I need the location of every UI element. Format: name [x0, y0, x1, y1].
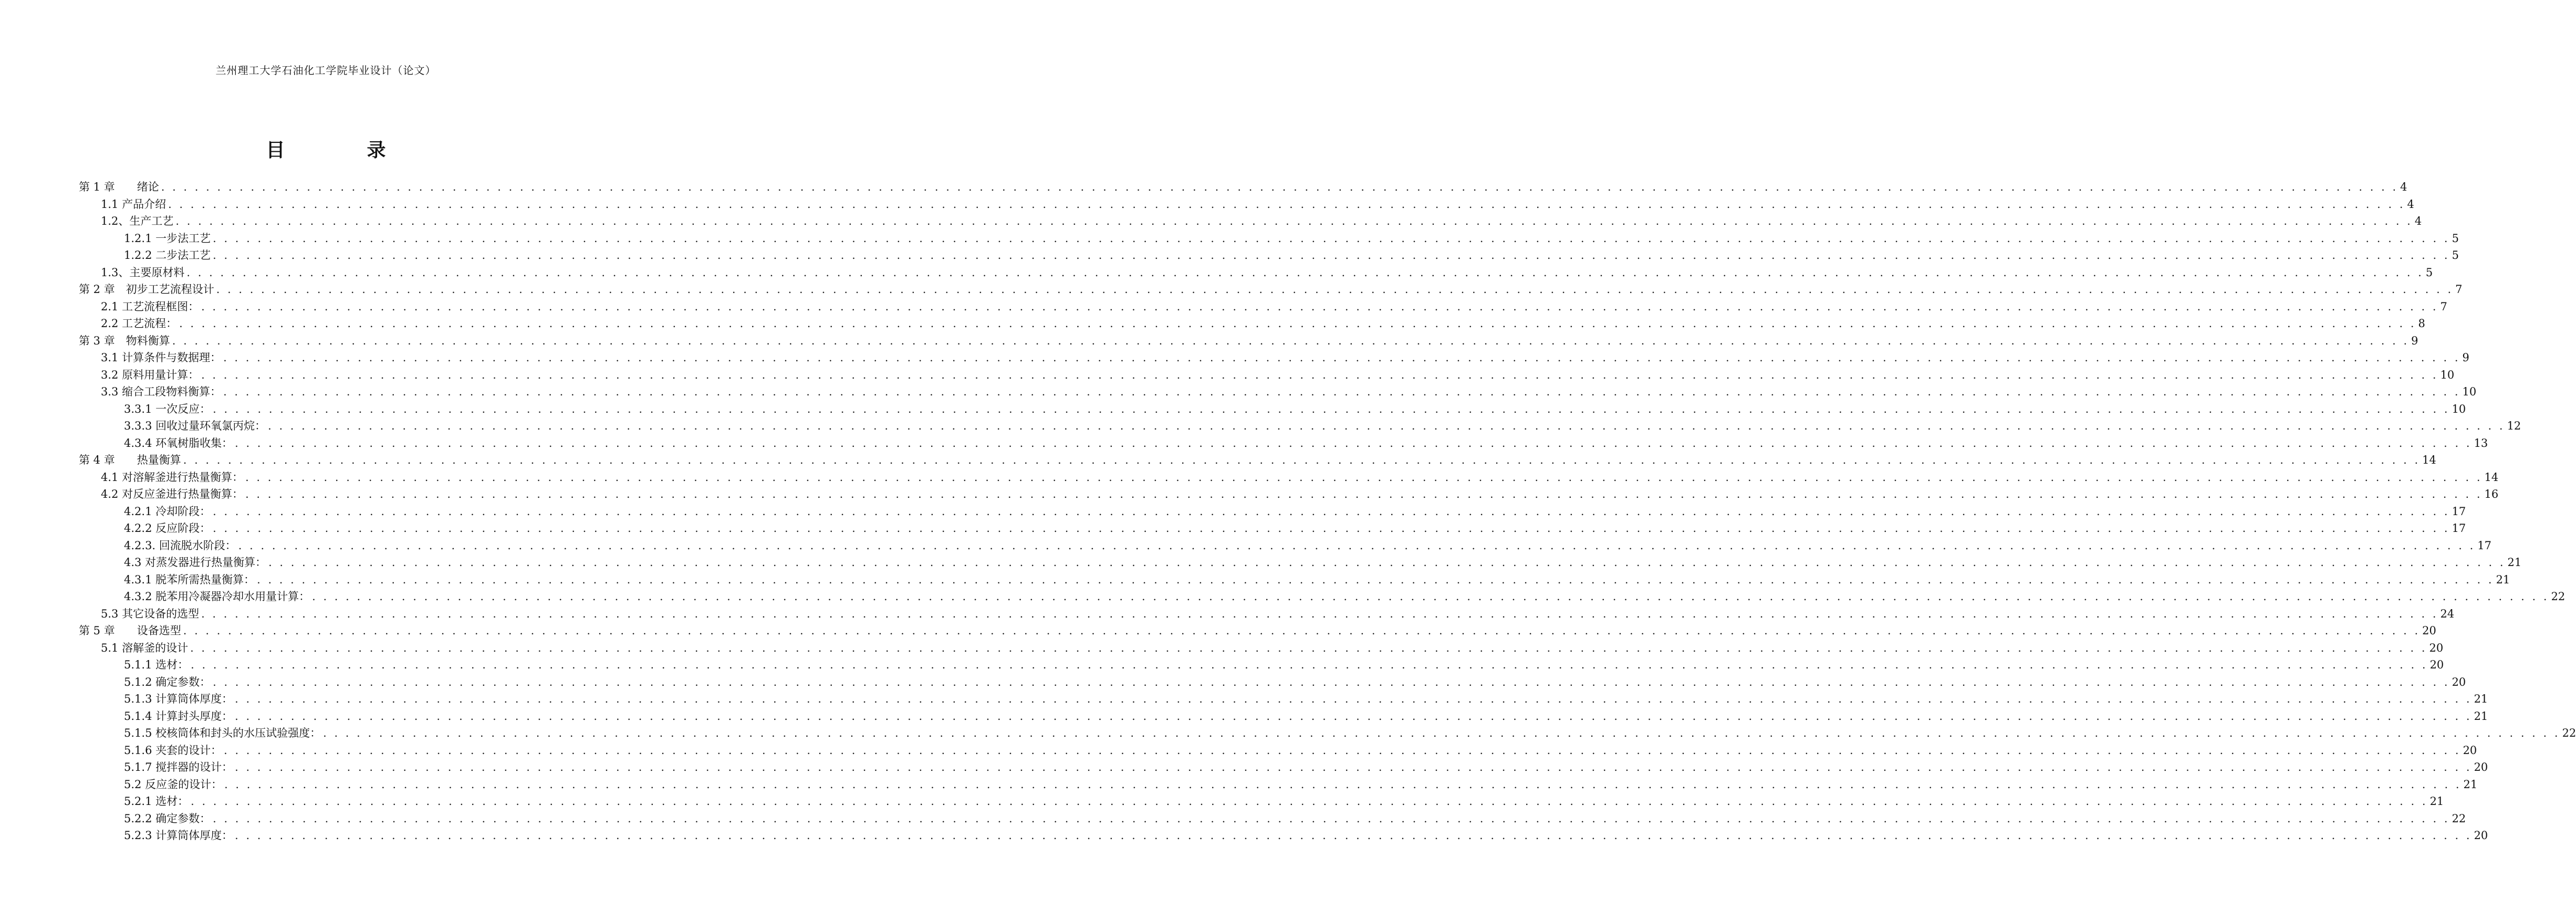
toc-entry[interactable] [101, 213, 2422, 229]
dot-leader: . . . . . . . . . . . . . . . . . . . . . . . . . . . . . . . . . . . . . . . . . . . . . . . . . . . . . . . . . . . . . . . . . . . . . . . . . . . . . . . . . . . . . . . . . . . . . . . . . . . . . . . . . . . . . . . . . . . . . . . . . . . . . . . . . . . . . . . . . . . . . . . . . . . . . . . . . . . . . . . . . . . . . . . . . . . . . . . . . . . . . . . . . . . . . . . . . . . . . . . . [257, 573, 2494, 586]
toc-entry-title: 5.1.7 搅拌器的设计： [124, 761, 233, 773]
toc-entry-page-number: 5 [2452, 249, 2459, 261]
dot-leader: . . . . . . . . . . . . . . . . . . . . . . . . . . . . . . . . . . . . . . . . . . . . . . . . . . . . . . . . . . . . . . . . . . . . . . . . . . . . . . . . . . . . . . . . . . . . . . . . . . . . . . . . . . . . . . . . . . . . . . . . . . . . . . . . . . . . . . . . . . . . . . . . . . . . . . . . . . . . . . . . . . . . . . . . . . . . . . . . . . . . . . . . . . . . . . . . . . . . . . . . [238, 539, 2476, 552]
dot-leader: . . . . . . . . . . . . . . . . . . . . . . . . . . . . . . . . . . . . . . . . . . . . . . . . . . . . . . . . . . . . . . . . . . . . . . . . . . . . . . . . . . . . . . . . . . . . . . . . . . . . . . . . . . . . . . . . . . . . . . . . . . . . . . . . . . . . . . . . . . . . . . . . . . . . . . . . . . . . . . . . . . . . . . . . . . . . . . . . . . . . . . . . . . . . . . . . . . . . . . . . [268, 556, 2506, 569]
toc-entry[interactable] [124, 520, 2466, 537]
dot-leader: . . . . . . . . . . . . . . . . . . . . . . . . . . . . . . . . . . . . . . . . . . . . . . . . . . . . . . . . . . . . . . . . . . . . . . . . . . . . . . . . . . . . . . . . . . . . . . . . . . . . . . . . . . . . . . . . . . . . . . . . . . . . . . . . . . . . . . . . . . . . . . . . . . . . . . . . . . . . . . . . . . . . . . . . . . . . . . . . . . . . . . . . . . . . . . . . . . . . . . . . [179, 317, 2416, 330]
toc-entry-page-number: 8 [2418, 317, 2425, 330]
toc-entry[interactable] [124, 554, 2522, 571]
toc-entry[interactable] [124, 571, 2510, 588]
toc-entry-page-number: 7 [2440, 300, 2447, 313]
toc-entry-page-number: 12 [2507, 420, 2521, 432]
page-title: 目 录 [266, 139, 418, 161]
toc-entry-page-number: 10 [2440, 368, 2455, 381]
dot-leader: . . . . . . . . . . . . . . . . . . . . . . . . . . . . . . . . . . . . . . . . . . . . . . . . . . . . . . . . . . . . . . . . . . . . . . . . . . . . . . . . . . . . . . . . . . . . . . . . . . . . . . . . . . . . . . . . . . . . . . . . . . . . . . . . . . . . . . . . . . . . . . . . . . . . . . . . . . . . . . . . . . . . . . . . . . . . . . . . . . . . . . . . . . . . . . . . . . . . . . . . [235, 436, 2472, 449]
toc-entry-page-number: 4 [2400, 181, 2407, 193]
toc-entry[interactable] [124, 810, 2466, 827]
toc-entry-title: 4.2.1 冷却阶段： [124, 505, 211, 518]
toc-entry-title: 5.2 反应釜的设计： [124, 778, 223, 791]
toc-entry[interactable] [101, 367, 2455, 383]
dot-leader: . . . . . . . . . . . . . . . . . . . . . . . . . . . . . . . . . . . . . . . . . . . . . . . . . . . . . . . . . . . . . . . . . . . . . . . . . . . . . . . . . . . . . . . . . . . . . . . . . . . . . . . . . . . . . . . . . . . . . . . . . . . . . . . . . . . . . . . . . . . . . . . . . . . . . . . . . . . . . . . . . . . . . . . . . . . . . . . . . . . . . . . . . . . . . . . . . . . . . . . . [201, 607, 2438, 620]
toc-entry-title: 3.2 原料用量计算： [101, 368, 200, 381]
toc-entry-page-number: 20 [2474, 761, 2488, 773]
dot-leader: . . . . . . . . . . . . . . . . . . . . . . . . . . . . . . . . . . . . . . . . . . . . . . . . . . . . . . . . . . . . . . . . . . . . . . . . . . . . . . . . . . . . . . . . . . . . . . . . . . . . . . . . . . . . . . . . . . . . . . . . . . . . . . . . . . . . . . . . . . . . . . . . . . . . . . . . . . . . . . . . . . . . . . . . . . . . . . . . . . . . . . . . . . . . . . . . . . . . . . . . [175, 215, 2413, 227]
toc-entry-page-number: 14 [2484, 470, 2499, 484]
toc-entry[interactable] [124, 793, 2444, 810]
toc-entry-page-number: 21 [2474, 693, 2488, 705]
dot-leader: . . . . . . . . . . . . . . . . . . . . . . . . . . . . . . . . . . . . . . . . . . . . . . . . . . . . . . . . . . . . . . . . . . . . . . . . . . . . . . . . . . . . . . . . . . . . . . . . . . . . . . . . . . . . . . . . . . . . . . . . . . . . . . . . . . . . . . . . . . . . . . . . . . . . . . . . . . . . . . . . . . . . . . . . . . . . . . . . . . . . . . . . . . . . . . . . . . . . . . . . [168, 197, 2405, 211]
toc-entry[interactable] [124, 725, 2576, 741]
dot-leader: . . . . . . . . . . . . . . . . . . . . . . . . . . . . . . . . . . . . . . . . . . . . . . . . . . . . . . . . . . . . . . . . . . . . . . . . . . . . . . . . . . . . . . . . . . . . . . . . . . . . . . . . . . . . . . . . . . . . . . . . . . . . . . . . . . . . . . . . . . . . . . . . . . . . . . . . . . . . . . . . . . . . . . . . . . . . . . . . . . . . . . . . . . . . . . . . . . . . . . . . [245, 488, 2483, 500]
toc-entry[interactable] [101, 264, 2433, 281]
dot-leader: . . . . . . . . . . . . . . . . . . . . . . . . . . . . . . . . . . . . . . . . . . . . . . . . . . . . . . . . . . . . . . . . . . . . . . . . . . . . . . . . . . . . . . . . . . . . . . . . . . . . . . . . . . . . . . . . . . . . . . . . . . . . . . . . . . . . . . . . . . . . . . . . . . . . . . . . . . . . . . . . . . . . . . . . . . . . . . . . . . . . . . . . . . . . . . . . . . . . . . . . [201, 300, 2438, 313]
toc-entry-page-number: 17 [2452, 522, 2466, 535]
dot-leader: . . . . . . . . . . . . . . . . . . . . . . . . . . . . . . . . . . . . . . . . . . . . . . . . . . . . . . . . . . . . . . . . . . . . . . . . . . . . . . . . . . . . . . . . . . . . . . . . . . . . . . . . . . . . . . . . . . . . . . . . . . . . . . . . . . . . . . . . . . . . . . . . . . . . . . . . . . . . . . . . . . . . . . . . . . . . . . . . . . . . . . . . . . . . . . . . . . . . . . . . [213, 232, 2450, 245]
toc-entry-page-number: 21 [2474, 709, 2488, 723]
toc-entry[interactable] [79, 332, 2418, 349]
toc-entry[interactable] [124, 690, 2488, 707]
toc-entry-title: 1.2.1 一步法工艺 [124, 232, 211, 245]
toc-entry-title: 5.3 其它设备的选型 [101, 607, 200, 620]
toc-entry-title: 4.3 对蒸发器进行热量衡算： [124, 556, 267, 569]
toc-entry-title: 4.3.1 脱苯所需热量衡算： [124, 573, 255, 586]
toc-entry-page-number: 20 [2422, 624, 2436, 637]
dot-leader: . . . . . . . . . . . . . . . . . . . . . . . . . . . . . . . . . . . . . . . . . . . . . . . . . . . . . . . . . . . . . . . . . . . . . . . . . . . . . . . . . . . . . . . . . . . . . . . . . . . . . . . . . . . . . . . . . . . . . . . . . . . . . . . . . . . . . . . . . . . . . . . . . . . . . . . . . . . . . . . . . . . . . . . . . . . . . . . . . . . . . . . . . . . . . . . . . . . . . . . . [213, 505, 2450, 518]
toc-entry-page-number: 10 [2462, 385, 2477, 398]
toc-entry[interactable] [101, 605, 2455, 622]
toc-entry-page-number: 4 [2414, 215, 2422, 227]
toc-entry-title: 5.1.5 校核筒体和封头的水压试验强度： [124, 727, 321, 739]
toc-entry[interactable] [79, 281, 2463, 298]
toc-entry-page-number: 10 [2452, 402, 2466, 415]
toc-entry-title: 5.2.1 选材： [124, 795, 189, 808]
toc-entry-page-number: 21 [2463, 778, 2478, 791]
toc-entry-page-number: 5 [2452, 232, 2459, 245]
toc-entry-page-number: 22 [2562, 727, 2576, 739]
toc-entry-title: 3.3 缩合工段物料衡算： [101, 385, 222, 398]
toc-entry[interactable] [101, 486, 2499, 503]
toc-entry[interactable] [124, 401, 2466, 417]
toc-entry[interactable] [124, 656, 2444, 673]
toc-entry-page-number: 5 [2425, 266, 2433, 279]
toc-entry[interactable] [79, 179, 2407, 195]
toc-entry-page-number: 21 [2429, 795, 2444, 808]
dot-leader: . . . . . . . . . . . . . . . . . . . . . . . . . . . . . . . . . . . . . . . . . . . . . . . . . . . . . . . . . . . . . . . . . . . . . . . . . . . . . . . . . . . . . . . . . . . . . . . . . . . . . . . . . . . . . . . . . . . . . . . . . . . . . . . . . . . . . . . . . . . . . . . . . . . . . . . . . . . . . . . . . . . . . . . . . . . . . . . . . . . . . . . . . . . . . . . . . . . . . . . . [224, 744, 2461, 757]
dot-leader: . . . . . . . . . . . . . . . . . . . . . . . . . . . . . . . . . . . . . . . . . . . . . . . . . . . . . . . . . . . . . . . . . . . . . . . . . . . . . . . . . . . . . . . . . . . . . . . . . . . . . . . . . . . . . . . . . . . . . . . . . . . . . . . . . . . . . . . . . . . . . . . . . . . . . . . . . . . . . . . . . . . . . . . . . . . . . . . . . . . . . . . . . . . . . . . . . . . . . . . . [245, 470, 2483, 484]
toc-entry-title: 5.1 溶解釜的设计 [101, 641, 189, 654]
toc-entry[interactable] [124, 537, 2491, 554]
dot-leader: . . . . . . . . . . . . . . . . . . . . . . . . . . . . . . . . . . . . . . . . . . . . . . . . . . . . . . . . . . . . . . . . . . . . . . . . . . . . . . . . . . . . . . . . . . . . . . . . . . . . . . . . . . . . . . . . . . . . . . . . . . . . . . . . . . . . . . . . . . . . . . . . . . . . . . . . . . . . . . . . . . . . . . . . . . . . . . . . . . . . . . . . . . . . . . . . . . . . . . . . [235, 709, 2472, 723]
running-header: 兰州理工大学石油化工学院毕业设计（论文） [215, 64, 436, 77]
toc-entry-title: 4.2 对反应釜进行热量衡算： [101, 488, 244, 500]
toc-entry-page-number: 21 [2507, 556, 2522, 569]
toc-entry-title: 4.3.2 脱苯用冷凝器冷却水用量计算： [124, 590, 310, 603]
toc-entry-title: 3.3.1 一次反应： [124, 402, 211, 415]
toc-entry-title: 2.1 工艺流程框图： [101, 300, 200, 313]
toc-entry-page-number: 20 [2474, 829, 2488, 842]
toc-entry-title: 4.2.3. 回流脱水阶段： [124, 539, 236, 552]
dot-leader: . . . . . . . . . . . . . . . . . . . . . . . . . . . . . . . . . . . . . . . . . . . . . . . . . . . . . . . . . . . . . . . . . . . . . . . . . . . . . . . . . . . . . . . . . . . . . . . . . . . . . . . . . . . . . . . . . . . . . . . . . . . . . . . . . . . . . . . . . . . . . . . . . . . . . . . . . . . . . . . . . . . . . . . . . . . . . . . . . . . . . . . . . . . . . . . . . . . . . . . . [213, 675, 2450, 688]
toc-entry[interactable] [124, 435, 2488, 452]
toc-entry-page-number: 9 [2462, 351, 2469, 364]
dot-leader: . . . . . . . . . . . . . . . . . . . . . . . . . . . . . . . . . . . . . . . . . . . . . . . . . . . . . . . . . . . . . . . . . . . . . . . . . . . . . . . . . . . . . . . . . . . . . . . . . . . . . . . . . . . . . . . . . . . . . . . . . . . . . . . . . . . . . . . . . . . . . . . . . . . . . . . . . . . . . . . . . . . . . . . . . . . . . . . . . . . . . . . . . . . . . . . . . . . . . . . . [190, 641, 2427, 654]
dot-leader: . . . . . . . . . . . . . . . . . . . . . . . . . . . . . . . . . . . . . . . . . . . . . . . . . . . . . . . . . . . . . . . . . . . . . . . . . . . . . . . . . . . . . . . . . . . . . . . . . . . . . . . . . . . . . . . . . . . . . . . . . . . . . . . . . . . . . . . . . . . . . . . . . . . . . . . . . . . . . . . . . . . . . . . . . . . . . . . . . . . . . . . . . . . . . . . . . . . . . . . . [235, 693, 2472, 705]
toc-entry-page-number: 21 [2496, 573, 2510, 586]
toc-entry-title: 第 1 章 绪论 [79, 181, 159, 193]
toc-entry[interactable] [124, 759, 2488, 776]
toc-entry-title: 第 4 章 热量衡算 [79, 454, 181, 466]
dot-leader: . . . . . . . . . . . . . . . . . . . . . . . . . . . . . . . . . . . . . . . . . . . . . . . . . . . . . . . . . . . . . . . . . . . . . . . . . . . . . . . . . . . . . . . . . . . . . . . . . . . . . . . . . . . . . . . . . . . . . . . . . . . . . . . . . . . . . . . . . . . . . . . . . . . . . . . . . . . . . . . . . . . . . . . . . . . . . . . . . . . . . . . . . . . . . . . . . . . . . . . . [223, 351, 2460, 364]
toc-entry-title: 第 3 章 物料衡算 [79, 334, 170, 347]
toc-entry-title: 5.1.4 计算封头厚度： [124, 709, 233, 723]
dot-leader: . . . . . . . . . . . . . . . . . . . . . . . . . . . . . . . . . . . . . . . . . . . . . . . . . . . . . . . . . . . . . . . . . . . . . . . . . . . . . . . . . . . . . . . . . . . . . . . . . . . . . . . . . . . . . . . . . . . . . . . . . . . . . . . . . . . . . . . . . . . . . . . . . . . . . . . . . . . . . . . . . . . . . . . . . . . . . . . . . . . . . . . . . . . . . . . . . . . . . . . . [172, 334, 2410, 347]
dot-leader: . . . . . . . . . . . . . . . . . . . . . . . . . . . . . . . . . . . . . . . . . . . . . . . . . . . . . . . . . . . . . . . . . . . . . . . . . . . . . . . . . . . . . . . . . . . . . . . . . . . . . . . . . . . . . . . . . . . . . . . . . . . . . . . . . . . . . . . . . . . . . . . . . . . . . . . . . . . . . . . . . . . . . . . . . . . . . . . . . . . . . . . . . . . . . . . . . . . . . . . . [213, 402, 2450, 415]
toc-entry-title: 5.1.2 确定参数： [124, 675, 211, 688]
toc-entry[interactable] [101, 298, 2447, 315]
toc-entry-page-number: 17 [2452, 505, 2466, 518]
dot-leader: . . . . . . . . . . . . . . . . . . . . . . . . . . . . . . . . . . . . . . . . . . . . . . . . . . . . . . . . . . . . . . . . . . . . . . . . . . . . . . . . . . . . . . . . . . . . . . . . . . . . . . . . . . . . . . . . . . . . . . . . . . . . . . . . . . . . . . . . . . . . . . . . . . . . . . . . . . . . . . . . . . . . . . . . . . . . . . . . . . . . . . . . . . . . . . . . . . . . . . . . [235, 829, 2472, 842]
dot-leader: . . . . . . . . . . . . . . . . . . . . . . . . . . . . . . . . . . . . . . . . . . . . . . . . . . . . . . . . . . . . . . . . . . . . . . . . . . . . . . . . . . . . . . . . . . . . . . . . . . . . . . . . . . . . . . . . . . . . . . . . . . . . . . . . . . . . . . . . . . . . . . . . . . . . . . . . . . . . . . . . . . . . . . . . . . . . . . . . . . . . . . . . . . . . . . . . . . . . . . . . [191, 795, 2428, 808]
toc-entry[interactable] [124, 708, 2488, 725]
toc-entry-page-number: 24 [2440, 607, 2455, 620]
toc-entry-title: 第 2 章 初步工艺流程设计 [79, 283, 214, 296]
toc-entry[interactable] [124, 776, 2478, 793]
toc-entry[interactable] [124, 674, 2466, 690]
toc-entry-title: 5.2.3 计算筒体厚度： [124, 829, 233, 842]
toc-entry-title: 1.3、主要原材料 [101, 266, 185, 279]
toc-entry-page-number: 4 [2407, 197, 2414, 211]
toc-entry[interactable] [79, 452, 2436, 468]
dot-leader: . . . . . . . . . . . . . . . . . . . . . . . . . . . . . . . . . . . . . . . . . . . . . . . . . . . . . . . . . . . . . . . . . . . . . . . . . . . . . . . . . . . . . . . . . . . . . . . . . . . . . . . . . . . . . . . . . . . . . . . . . . . . . . . . . . . . . . . . . . . . . . . . . . . . . . . . . . . . . . . . . . . . . . . . . . . . . . . . . . . . . . . . . . . . . . . . . . . . . . . . [268, 420, 2505, 432]
dot-leader: . . . . . . . . . . . . . . . . . . . . . . . . . . . . . . . . . . . . . . . . . . . . . . . . . . . . . . . . . . . . . . . . . . . . . . . . . . . . . . . . . . . . . . . . . . . . . . . . . . . . . . . . . . . . . . . . . . . . . . . . . . . . . . . . . . . . . . . . . . . . . . . . . . . . . . . . . . . . . . . . . . . . . . . . . . . . . . . . . . . . . . . . . . . . . . . . . . . . . . . . [183, 624, 2421, 637]
toc-entry[interactable] [79, 622, 2436, 639]
toc-entry-page-number: 20 [2452, 675, 2466, 688]
toc-entry-title: 5.1.1 选材： [124, 658, 189, 671]
dot-leader: . . . . . . . . . . . . . . . . . . . . . . . . . . . . . . . . . . . . . . . . . . . . . . . . . . . . . . . . . . . . . . . . . . . . . . . . . . . . . . . . . . . . . . . . . . . . . . . . . . . . . . . . . . . . . . . . . . . . . . . . . . . . . . . . . . . . . . . . . . . . . . . . . . . . . . . . . . . . . . . . . . . . . . . . . . . . . . . . . . . . . . . . . . . . . . . . . . . . . . . . [235, 761, 2472, 773]
toc-entry[interactable] [124, 742, 2477, 759]
toc-entry-page-number: 16 [2484, 488, 2499, 500]
toc-entry-title: 3.3.3 回收过量环氧氯丙烷： [124, 420, 266, 432]
toc-entry-page-number: 22 [2452, 812, 2466, 825]
toc-entry[interactable] [101, 349, 2469, 366]
toc-entry[interactable] [124, 827, 2488, 844]
dot-leader: . . . . . . . . . . . . . . . . . . . . . . . . . . . . . . . . . . . . . . . . . . . . . . . . . . . . . . . . . . . . . . . . . . . . . . . . . . . . . . . . . . . . . . . . . . . . . . . . . . . . . . . . . . . . . . . . . . . . . . . . . . . . . . . . . . . . . . . . . . . . . . . . . . . . . . . . . . . . . . . . . . . . . . . . . . . . . . . . . . . . . . . . . . . . . . . . . . . . . . . . [323, 727, 2560, 739]
toc-entry-page-number: 20 [2429, 658, 2444, 671]
toc-entry-page-number: 22 [2551, 590, 2565, 603]
dot-leader: . . . . . . . . . . . . . . . . . . . . . . . . . . . . . . . . . . . . . . . . . . . . . . . . . . . . . . . . . . . . . . . . . . . . . . . . . . . . . . . . . . . . . . . . . . . . . . . . . . . . . . . . . . . . . . . . . . . . . . . . . . . . . . . . . . . . . . . . . . . . . . . . . . . . . . . . . . . . . . . . . . . . . . . . . . . . . . . . . . . . . . . . . . . . . . . . . . . . . . . . [213, 522, 2450, 535]
dot-leader: . . . . . . . . . . . . . . . . . . . . . . . . . . . . . . . . . . . . . . . . . . . . . . . . . . . . . . . . . . . . . . . . . . . . . . . . . . . . . . . . . . . . . . . . . . . . . . . . . . . . . . . . . . . . . . . . . . . . . . . . . . . . . . . . . . . . . . . . . . . . . . . . . . . . . . . . . . . . . . . . . . . . . . . . . . . . . . . . . . . . . . . . . . . . . . . . . . . . . . . . [224, 778, 2462, 791]
toc-entry-title: 5.2.2 确定参数： [124, 812, 211, 825]
toc-entry-title: 1.2、生产工艺 [101, 215, 174, 227]
toc-entry-title: 1.2.2 二步法工艺 [124, 249, 211, 261]
toc-entry[interactable] [101, 469, 2499, 486]
toc-entry-page-number: 17 [2477, 539, 2491, 552]
toc-entry-title: 1.1 产品介绍 [101, 197, 166, 211]
toc-entry[interactable] [101, 196, 2414, 213]
toc-entry[interactable] [101, 315, 2425, 332]
dot-leader: . . . . . . . . . . . . . . . . . . . . . . . . . . . . . . . . . . . . . . . . . . . . . . . . . . . . . . . . . . . . . . . . . . . . . . . . . . . . . . . . . . . . . . . . . . . . . . . . . . . . . . . . . . . . . . . . . . . . . . . . . . . . . . . . . . . . . . . . . . . . . . . . . . . . . . . . . . . . . . . . . . . . . . . . . . . . . . . . . . . . . . . . . . . . . . . . . . . . . . . . [161, 181, 2398, 193]
toc-entry[interactable] [124, 247, 2459, 264]
toc-entry-title: 3.1 计算条件与数据理： [101, 351, 222, 364]
dot-leader: . . . . . . . . . . . . . . . . . . . . . . . . . . . . . . . . . . . . . . . . . . . . . . . . . . . . . . . . . . . . . . . . . . . . . . . . . . . . . . . . . . . . . . . . . . . . . . . . . . . . . . . . . . . . . . . . . . . . . . . . . . . . . . . . . . . . . . . . . . . . . . . . . . . . . . . . . . . . . . . . . . . . . . . . . . . . . . . . . . . . . . . . . . . . . . . . . . . . . . . . [312, 590, 2549, 603]
toc-entry-page-number: 9 [2411, 334, 2418, 347]
toc-entry-title: 第 5 章 设备选型 [79, 624, 181, 637]
dot-leader: . . . . . . . . . . . . . . . . . . . . . . . . . . . . . . . . . . . . . . . . . . . . . . . . . . . . . . . . . . . . . . . . . . . . . . . . . . . . . . . . . . . . . . . . . . . . . . . . . . . . . . . . . . . . . . . . . . . . . . . . . . . . . . . . . . . . . . . . . . . . . . . . . . . . . . . . . . . . . . . . . . . . . . . . . . . . . . . . . . . . . . . . . . . . . . . . . . . . . . . . [201, 368, 2438, 381]
toc-entry[interactable] [124, 417, 2521, 434]
toc-entry-title: 4.1 对溶解釜进行热量衡算： [101, 470, 244, 484]
toc-entry[interactable] [124, 588, 2565, 605]
dot-leader: . . . . . . . . . . . . . . . . . . . . . . . . . . . . . . . . . . . . . . . . . . . . . . . . . . . . . . . . . . . . . . . . . . . . . . . . . . . . . . . . . . . . . . . . . . . . . . . . . . . . . . . . . . . . . . . . . . . . . . . . . . . . . . . . . . . . . . . . . . . . . . . . . . . . . . . . . . . . . . . . . . . . . . . . . . . . . . . . . . . . . . . . . . . . . . . . . . . . . . . . [191, 658, 2428, 671]
toc-entry-page-number: 14 [2422, 454, 2436, 466]
toc-entry[interactable] [101, 383, 2477, 400]
dot-leader: . . . . . . . . . . . . . . . . . . . . . . . . . . . . . . . . . . . . . . . . . . . . . . . . . . . . . . . . . . . . . . . . . . . . . . . . . . . . . . . . . . . . . . . . . . . . . . . . . . . . . . . . . . . . . . . . . . . . . . . . . . . . . . . . . . . . . . . . . . . . . . . . . . . . . . . . . . . . . . . . . . . . . . . . . . . . . . . . . . . . . . . . . . . . . . . . . . . . . . . . [213, 812, 2450, 825]
toc-entry[interactable] [124, 230, 2459, 247]
toc-entry-page-number: 13 [2474, 436, 2488, 449]
toc-entry-title: 2.2 工艺流程： [101, 317, 178, 330]
toc-entry[interactable] [124, 503, 2466, 520]
toc-entry-title: 4.3.4 环氧树脂收集： [124, 436, 233, 449]
toc-entry-title: 5.1.3 计算筒体厚度： [124, 693, 233, 705]
toc-entry-page-number: 20 [2429, 641, 2444, 654]
dot-leader: . . . . . . . . . . . . . . . . . . . . . . . . . . . . . . . . . . . . . . . . . . . . . . . . . . . . . . . . . . . . . . . . . . . . . . . . . . . . . . . . . . . . . . . . . . . . . . . . . . . . . . . . . . . . . . . . . . . . . . . . . . . . . . . . . . . . . . . . . . . . . . . . . . . . . . . . . . . . . . . . . . . . . . . . . . . . . . . . . . . . . . . . . . . . . . . . . . . . . . . . [186, 266, 2424, 279]
toc-entry-title: 5.1.6 夹套的设计： [124, 744, 222, 757]
toc-entry-title: 4.2.2 反应阶段： [124, 522, 211, 535]
dot-leader: . . . . . . . . . . . . . . . . . . . . . . . . . . . . . . . . . . . . . . . . . . . . . . . . . . . . . . . . . . . . . . . . . . . . . . . . . . . . . . . . . . . . . . . . . . . . . . . . . . . . . . . . . . . . . . . . . . . . . . . . . . . . . . . . . . . . . . . . . . . . . . . . . . . . . . . . . . . . . . . . . . . . . . . . . . . . . . . . . . . . . . . . . . . . . . . . . . . . . . . . [216, 283, 2454, 296]
dot-leader: . . . . . . . . . . . . . . . . . . . . . . . . . . . . . . . . . . . . . . . . . . . . . . . . . . . . . . . . . . . . . . . . . . . . . . . . . . . . . . . . . . . . . . . . . . . . . . . . . . . . . . . . . . . . . . . . . . . . . . . . . . . . . . . . . . . . . . . . . . . . . . . . . . . . . . . . . . . . . . . . . . . . . . . . . . . . . . . . . . . . . . . . . . . . . . . . . . . . . . . . [223, 385, 2460, 398]
dot-leader: . . . . . . . . . . . . . . . . . . . . . . . . . . . . . . . . . . . . . . . . . . . . . . . . . . . . . . . . . . . . . . . . . . . . . . . . . . . . . . . . . . . . . . . . . . . . . . . . . . . . . . . . . . . . . . . . . . . . . . . . . . . . . . . . . . . . . . . . . . . . . . . . . . . . . . . . . . . . . . . . . . . . . . . . . . . . . . . . . . . . . . . . . . . . . . . . . . . . . . . . [183, 454, 2421, 466]
dot-leader: . . . . . . . . . . . . . . . . . . . . . . . . . . . . . . . . . . . . . . . . . . . . . . . . . . . . . . . . . . . . . . . . . . . . . . . . . . . . . . . . . . . . . . . . . . . . . . . . . . . . . . . . . . . . . . . . . . . . . . . . . . . . . . . . . . . . . . . . . . . . . . . . . . . . . . . . . . . . . . . . . . . . . . . . . . . . . . . . . . . . . . . . . . . . . . . . . . . . . . . . [213, 249, 2450, 261]
toc-entry[interactable] [101, 640, 2444, 656]
toc-entry-page-number: 20 [2463, 744, 2477, 757]
toc-entry-page-number: 7 [2455, 283, 2463, 296]
